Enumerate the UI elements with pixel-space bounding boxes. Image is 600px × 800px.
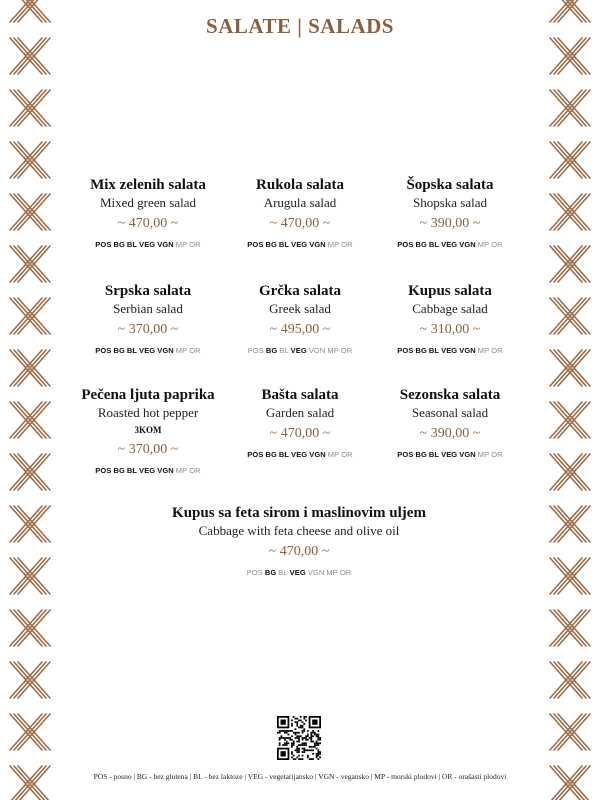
qr-code-icon	[277, 716, 321, 760]
x-ornament-icon	[550, 766, 590, 800]
menu-item	[215, 282, 385, 355]
item-name: Kupus sa feta sirom i maslinovim uljem	[172, 505, 426, 521]
x-ornament-icon	[550, 298, 590, 334]
item-name: Srpska salata	[104, 283, 192, 299]
item-price: ~ 370,00 ~	[117, 322, 179, 337]
dietary-tag: MP	[327, 346, 339, 355]
item-quantity: 3KOM	[134, 425, 162, 435]
dietary-tag: MP	[175, 346, 188, 355]
dietary-tag: BL	[278, 240, 290, 249]
dietary-tag: BG	[113, 466, 125, 475]
x-ornament-icon	[10, 766, 50, 800]
page-title: SALATE | SALADS	[206, 14, 394, 38]
x-ornament-icon	[10, 558, 50, 594]
dietary-tag: MP	[477, 240, 490, 249]
dietary-tag: VGN	[307, 568, 325, 577]
menu-item	[365, 386, 535, 459]
item-subtitle: Arugula salad	[263, 195, 337, 210]
dietary-tag: VEG	[139, 240, 156, 249]
x-ornament-icon	[10, 350, 50, 386]
dietary-tag: BG	[415, 240, 427, 249]
dietary-tag: BG	[415, 450, 427, 459]
dietary-tag: OR	[189, 240, 201, 249]
dietary-tag: OR	[491, 450, 503, 459]
item-name: Pečena ljuta paprika	[81, 387, 215, 403]
dietary-tag: BG	[265, 240, 277, 249]
item-price: ~ 470,00 ~	[117, 216, 179, 231]
x-ornament-icon	[550, 506, 590, 542]
dietary-tag: BG	[415, 346, 427, 355]
x-ornament-icon	[10, 246, 50, 282]
dietary-tag: VEG	[441, 240, 458, 249]
item-tags	[365, 450, 535, 459]
menu-item	[215, 176, 385, 249]
dietary-tag: MP	[327, 240, 340, 249]
menu-item	[149, 504, 449, 577]
dietary-tag: BL	[126, 240, 138, 249]
item-subtitle: Greek salad	[269, 301, 331, 316]
left-ornament-border	[0, 0, 60, 800]
item-tags	[149, 568, 449, 577]
item-tags	[215, 450, 385, 459]
dietary-tag: OR	[491, 240, 503, 249]
x-ornament-icon	[550, 350, 590, 386]
dietary-tag: OR	[189, 346, 201, 355]
dietary-tag: BG	[265, 450, 277, 459]
item-price: ~ 370,00 ~	[117, 442, 179, 457]
dietary-tag: POS	[397, 346, 414, 355]
item-tags	[365, 346, 535, 355]
dietary-tag: OR	[341, 240, 353, 249]
dietary-tag: POS	[247, 240, 264, 249]
item-subtitle: Garden salad	[265, 405, 335, 420]
item-subtitle: Seasonal salad	[411, 405, 489, 420]
dietary-tag: MP	[326, 568, 338, 577]
x-ornament-icon	[550, 454, 590, 490]
x-ornament-icon	[550, 38, 590, 74]
item-price: ~ 495,00 ~	[269, 322, 331, 337]
menu-item	[365, 176, 535, 249]
item-tags	[215, 240, 385, 249]
x-ornament-icon	[550, 714, 590, 750]
item-price: ~ 470,00 ~	[269, 426, 331, 441]
dietary-tag: POS	[397, 450, 414, 459]
dietary-tag: OR	[339, 568, 352, 577]
x-ornament-icon	[550, 558, 590, 594]
dietary-tag: MP	[477, 346, 490, 355]
dietary-tag: POS	[95, 240, 112, 249]
item-subtitle: Serbian salad	[113, 301, 183, 316]
item-price: ~ 310,00 ~	[419, 322, 481, 337]
item-name: Grčka salata	[258, 283, 342, 299]
dietary-tag: POS	[246, 568, 263, 577]
item-price: ~ 390,00 ~	[419, 216, 481, 231]
item-tags	[365, 240, 535, 249]
dietary-tag: BG	[113, 346, 125, 355]
x-ornament-icon	[550, 194, 590, 230]
menu-item	[63, 386, 233, 475]
dietary-tag: POS	[247, 450, 264, 459]
dietary-legend: POS - posno | BG - bez glutena | BL - bez laktoze | VEG - vegetarijansko | VGN - vegansko | MP - morski plodovi | OR - orašasti plodovi	[93, 772, 507, 781]
item-name: Mix zelenih salata	[90, 177, 206, 193]
dietary-tag: POS	[397, 240, 414, 249]
item-subtitle: Cabbage salad	[412, 301, 488, 316]
dietary-tag: VGN	[459, 450, 476, 459]
dietary-tag: BL	[428, 346, 440, 355]
dietary-tag: VGN	[157, 240, 174, 249]
x-ornament-icon	[10, 506, 50, 542]
dietary-tag: BL	[126, 346, 138, 355]
dietary-tag: VGN	[308, 346, 326, 355]
dietary-tag: BG	[265, 346, 278, 355]
x-ornament-icon	[10, 714, 50, 750]
x-ornament-icon	[10, 454, 50, 490]
item-name: Sezonska salata	[399, 387, 501, 403]
x-ornament-icon	[10, 298, 50, 334]
dietary-tag: VGN	[309, 240, 326, 249]
dietary-tag: VGN	[459, 346, 476, 355]
dietary-tag: OR	[341, 450, 353, 459]
dietary-tag: VEG	[289, 568, 306, 577]
dietary-tag: BG	[113, 240, 125, 249]
item-subtitle: Shopska salad	[412, 195, 488, 210]
item-name: Šopska salata	[406, 177, 494, 193]
item-tags	[63, 346, 233, 355]
menu-item	[215, 386, 385, 459]
dietary-tag: MP	[477, 450, 490, 459]
item-name: Rukola salata	[256, 177, 344, 193]
dietary-tag: POS	[95, 346, 112, 355]
x-ornament-icon	[550, 610, 590, 646]
item-tags	[215, 346, 385, 355]
dietary-tag: BL	[278, 450, 290, 459]
dietary-tag: VGN	[157, 466, 174, 475]
dietary-tag: BL	[279, 346, 289, 355]
item-price: ~ 470,00 ~	[269, 216, 331, 231]
dietary-tag: VEG	[139, 346, 156, 355]
dietary-tag: VGN	[157, 346, 174, 355]
dietary-tag: BL	[428, 450, 440, 459]
item-name: Bašta salata	[261, 387, 339, 403]
dietary-tag: BL	[126, 466, 138, 475]
item-name: Kupus salata	[408, 283, 492, 299]
x-ornament-icon	[10, 402, 50, 438]
dietary-tag: VGN	[459, 240, 476, 249]
item-tags	[63, 240, 233, 249]
dietary-tag: BL	[278, 568, 288, 577]
x-ornament-icon	[10, 662, 50, 698]
x-ornament-icon	[550, 90, 590, 126]
item-subtitle: Mixed green salad	[99, 195, 197, 210]
dietary-tag: VEG	[139, 466, 156, 475]
dietary-tag: VEG	[441, 346, 458, 355]
x-ornament-icon	[10, 610, 50, 646]
dietary-tag: OR	[340, 346, 353, 355]
item-subtitle: Roasted hot pepper	[97, 405, 199, 420]
dietary-tag: MP	[175, 240, 188, 249]
dietary-tag: MP	[175, 466, 188, 475]
x-ornament-icon	[550, 142, 590, 178]
menu-item	[365, 282, 535, 355]
right-ornament-border	[540, 0, 600, 800]
dietary-tag: POS	[247, 346, 264, 355]
x-ornament-icon	[550, 402, 590, 438]
dietary-tag: BG	[264, 568, 277, 577]
menu-item	[63, 282, 233, 355]
x-ornament-icon	[550, 662, 590, 698]
dietary-tag: POS	[95, 466, 112, 475]
item-subtitle: Cabbage with feta cheese and olive oil	[198, 523, 400, 538]
item-price: ~ 470,00 ~	[268, 544, 330, 559]
menu-item	[63, 176, 233, 249]
dietary-tag: MP	[327, 450, 340, 459]
x-ornament-icon	[10, 38, 50, 74]
dietary-tag: OR	[491, 346, 503, 355]
item-tags	[63, 466, 233, 475]
x-ornament-icon	[10, 90, 50, 126]
x-ornament-icon	[550, 246, 590, 282]
dietary-tag: VGN	[309, 450, 326, 459]
item-price: ~ 390,00 ~	[419, 426, 481, 441]
x-ornament-icon	[10, 194, 50, 230]
dietary-tag: VEG	[291, 240, 308, 249]
dietary-tag: OR	[189, 466, 201, 475]
dietary-tag: VEG	[441, 450, 458, 459]
x-ornament-icon	[10, 142, 50, 178]
dietary-tag: BL	[428, 240, 440, 249]
dietary-tag: VEG	[290, 346, 307, 355]
dietary-tag: VEG	[291, 450, 308, 459]
